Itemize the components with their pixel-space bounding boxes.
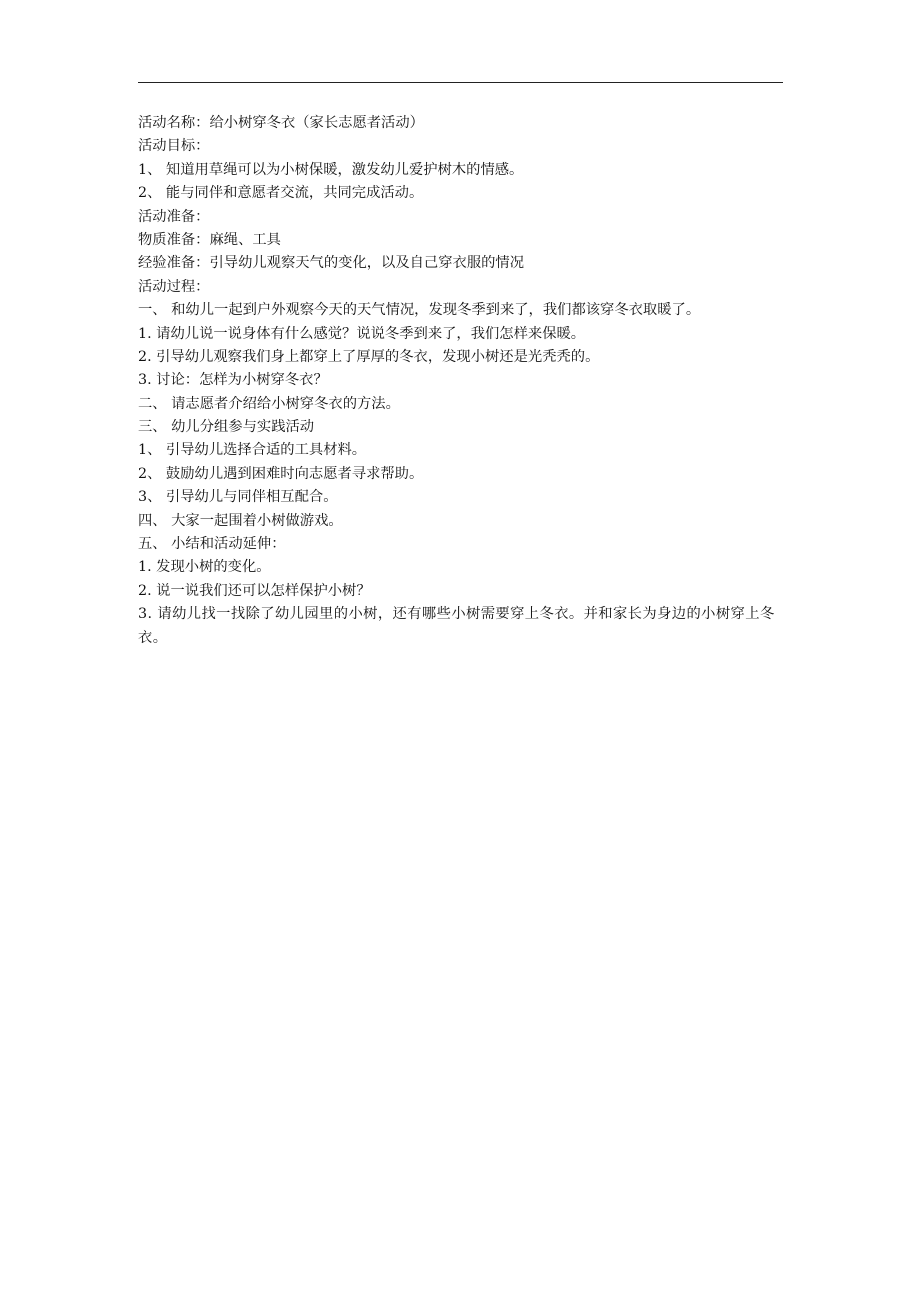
prep-item: 经验准备：引导幼儿观察天气的变化，以及自己穿衣服的情况 (138, 255, 525, 272)
process-substep: 3、 引导幼儿与同伴相互配合。 (138, 489, 338, 506)
process-substep: 3. 请幼儿找一找除了幼儿园里的小树，还有哪些小树需要穿上冬衣。并和家长为身边的小树穿上冬衣。 (138, 606, 775, 646)
goals-heading: 活动目标： (138, 138, 210, 155)
process-substep: 2. 引导幼儿观察我们身上都穿上了厚厚的冬衣，发现小树还是光秃秃的。 (138, 348, 600, 365)
process-step: 一、 和幼儿一起到户外观察今天的天气情况，发现冬季到来了，我们都该穿冬衣取暖了。 (138, 302, 701, 319)
process-step: 二、 请志愿者介绍给小树穿冬衣的方法。 (138, 395, 400, 412)
process-step: 五、 小结和活动延伸： (138, 536, 286, 553)
activity-name: 活动名称：给小树穿冬衣（家长志愿者活动） (138, 115, 424, 131)
process-substep: 1. 发现小树的变化。 (138, 559, 271, 576)
process-step: 三、 幼儿分组参与实践活动 (138, 419, 315, 436)
document-body (138, 112, 788, 650)
prep-item: 物质准备：麻绳、工具 (138, 231, 281, 248)
goal-item: 2、 能与同伴和意愿者交流，共同完成活动。 (138, 185, 424, 202)
header-rule (138, 82, 783, 83)
process-substep: 1. 请幼儿说一说身体有什么感觉？说说冬季到来了，我们怎样来保暖。 (138, 325, 586, 342)
process-substep: 3. 讨论：怎样为小树穿冬衣？ (138, 372, 328, 389)
process-step: 四、 大家一起围着小树做游戏。 (138, 512, 343, 529)
process-heading: 活动过程： (138, 278, 210, 295)
process-substep: 2. 说一说我们还可以怎样保护小树？ (138, 582, 371, 599)
process-substep: 2、 鼓励幼儿遇到困难时向志愿者寻求帮助。 (138, 465, 424, 482)
process-substep: 1、 引导幼儿选择合适的工具材料。 (138, 442, 367, 459)
goal-item: 1、 知道用草绳可以为小树保暖，激发幼儿爱护树木的情感。 (138, 161, 524, 178)
prep-heading: 活动准备： (138, 208, 210, 225)
